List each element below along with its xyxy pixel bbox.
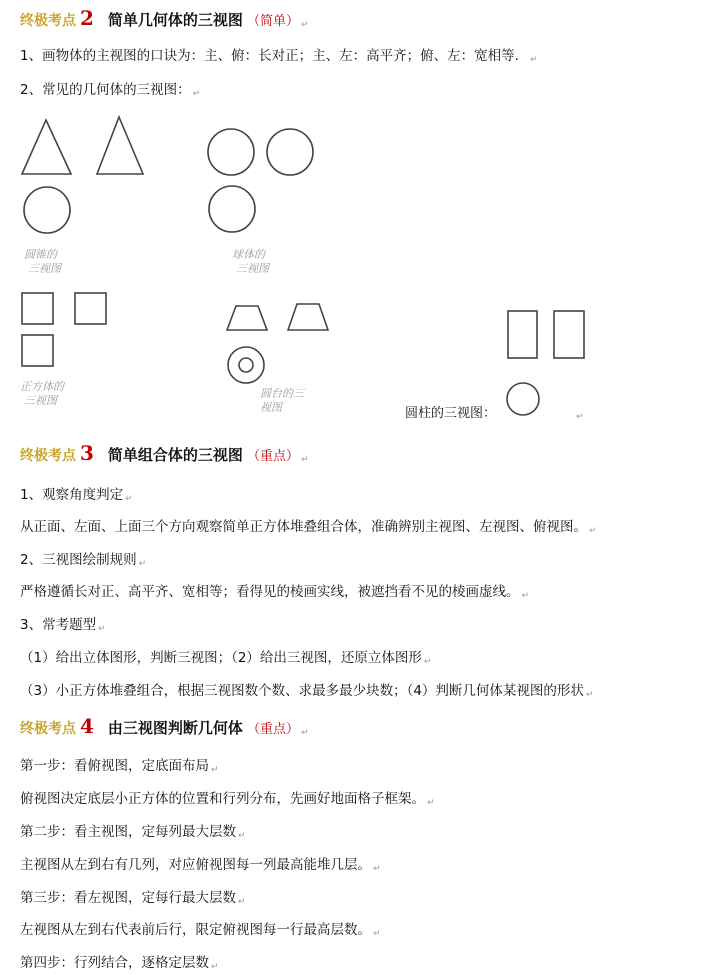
sphere-front-view: [208, 129, 254, 175]
section-heading: 简单几何体的三视图: [107, 11, 243, 29]
section-3-title: [20, 441, 309, 467]
text-line: 3、常考题型 ↵: [20, 617, 106, 634]
section-number: 3: [80, 441, 94, 465]
cone-front-view: [22, 120, 71, 174]
difficulty-label: （重点）: [246, 449, 299, 464]
text-line: 1、观察角度判定 ↵: [20, 487, 133, 504]
text-line: 从正面、左面、上面三个方向观察简单正方体堆叠组合体，准确辨别主视图、左视图、俯视图。 ↵: [20, 519, 597, 536]
section-tag: 终极考点: [20, 448, 76, 464]
return-mark: ↵: [300, 20, 309, 30]
cone-side-view: [97, 117, 143, 174]
frustum-front-view: [227, 306, 267, 330]
sphere-side-view: [267, 129, 313, 175]
frustum-top-view-inner: [239, 358, 253, 372]
text-line: （3）小正方体堆叠组合，根据三视图数个数、求最多最少块数；（4）判断几何体某视图的形状 ↵: [20, 683, 594, 700]
section-4-title: [20, 714, 309, 740]
text-line: 第二步：看主视图，定每列最大层数 ↵: [20, 824, 246, 841]
text-line: 第四步：行列结合，逐格定层数 ↵: [20, 955, 219, 972]
return-mark: ↵: [300, 728, 309, 738]
return-mark: ↵: [300, 455, 309, 465]
frustum-side-view: [288, 304, 328, 330]
cone-caption: 圆锥的 三视图: [24, 248, 61, 275]
text-line: 2、三视图绘制规则 ↵: [20, 552, 147, 569]
text-line: 第一步：看俯视图，定底面布局 ↵: [20, 758, 219, 775]
text-line: 第三步：看左视图，定每行最大层数 ↵: [20, 890, 246, 907]
sphere-top-view: [209, 186, 255, 232]
sphere-caption: 球体的 三视图: [232, 248, 269, 275]
three-view-figures: [0, 0, 702, 440]
section-heading: 由三视图判断几何体: [107, 719, 243, 737]
cylinder-caption: 圆柱的三视图： ↵: [405, 406, 584, 422]
text-line: 1、画物体的主视图的口诀为：主、俯：长对正；主、左：高平齐；俯、左：宽相等． ↵: [20, 48, 538, 65]
section-tag: 终极考点: [20, 13, 76, 29]
cube-caption: 正方体的 三视图: [20, 380, 64, 407]
section-heading: 简单组合体的三视图: [107, 446, 243, 464]
text-line: 俯视图决定底层小正方体的位置和行列分布，先画好地面格子框架。 ↵: [20, 791, 435, 808]
section-number: 4: [80, 714, 94, 738]
section-number: 2: [80, 6, 94, 30]
text-line: 严格遵循长对正、高平齐、宽相等；看得见的棱画实线，被遮挡看不见的棱画虚线。 ↵: [20, 584, 530, 601]
frustum-caption: 圆台的三 视图: [260, 387, 304, 414]
cone-top-view: [24, 187, 70, 233]
frustum-top-view-outer: [228, 347, 264, 383]
section-tag: 终极考点: [20, 721, 76, 737]
cube-front-view: [22, 293, 53, 324]
text-line: 主视图从左到右有几列，对应俯视图每一列最高能堆几层。 ↵: [20, 857, 381, 874]
text-line: （1）给出立体图形，判断三视图；（2）给出三视图，还原立体图形 ↵: [20, 650, 432, 667]
cube-side-view: [75, 293, 106, 324]
cylinder-front-view: [508, 311, 537, 358]
text-line: 左视图从左到右代表前后行，限定俯视图每一行最高层数。 ↵: [20, 922, 381, 939]
difficulty-label: （重点）: [246, 722, 299, 737]
text-line: 2、常见的几何体的三视图： ↵: [20, 82, 201, 99]
difficulty-label: （简单）: [246, 14, 299, 29]
cylinder-side-view: [554, 311, 584, 358]
cube-top-view: [22, 335, 53, 366]
